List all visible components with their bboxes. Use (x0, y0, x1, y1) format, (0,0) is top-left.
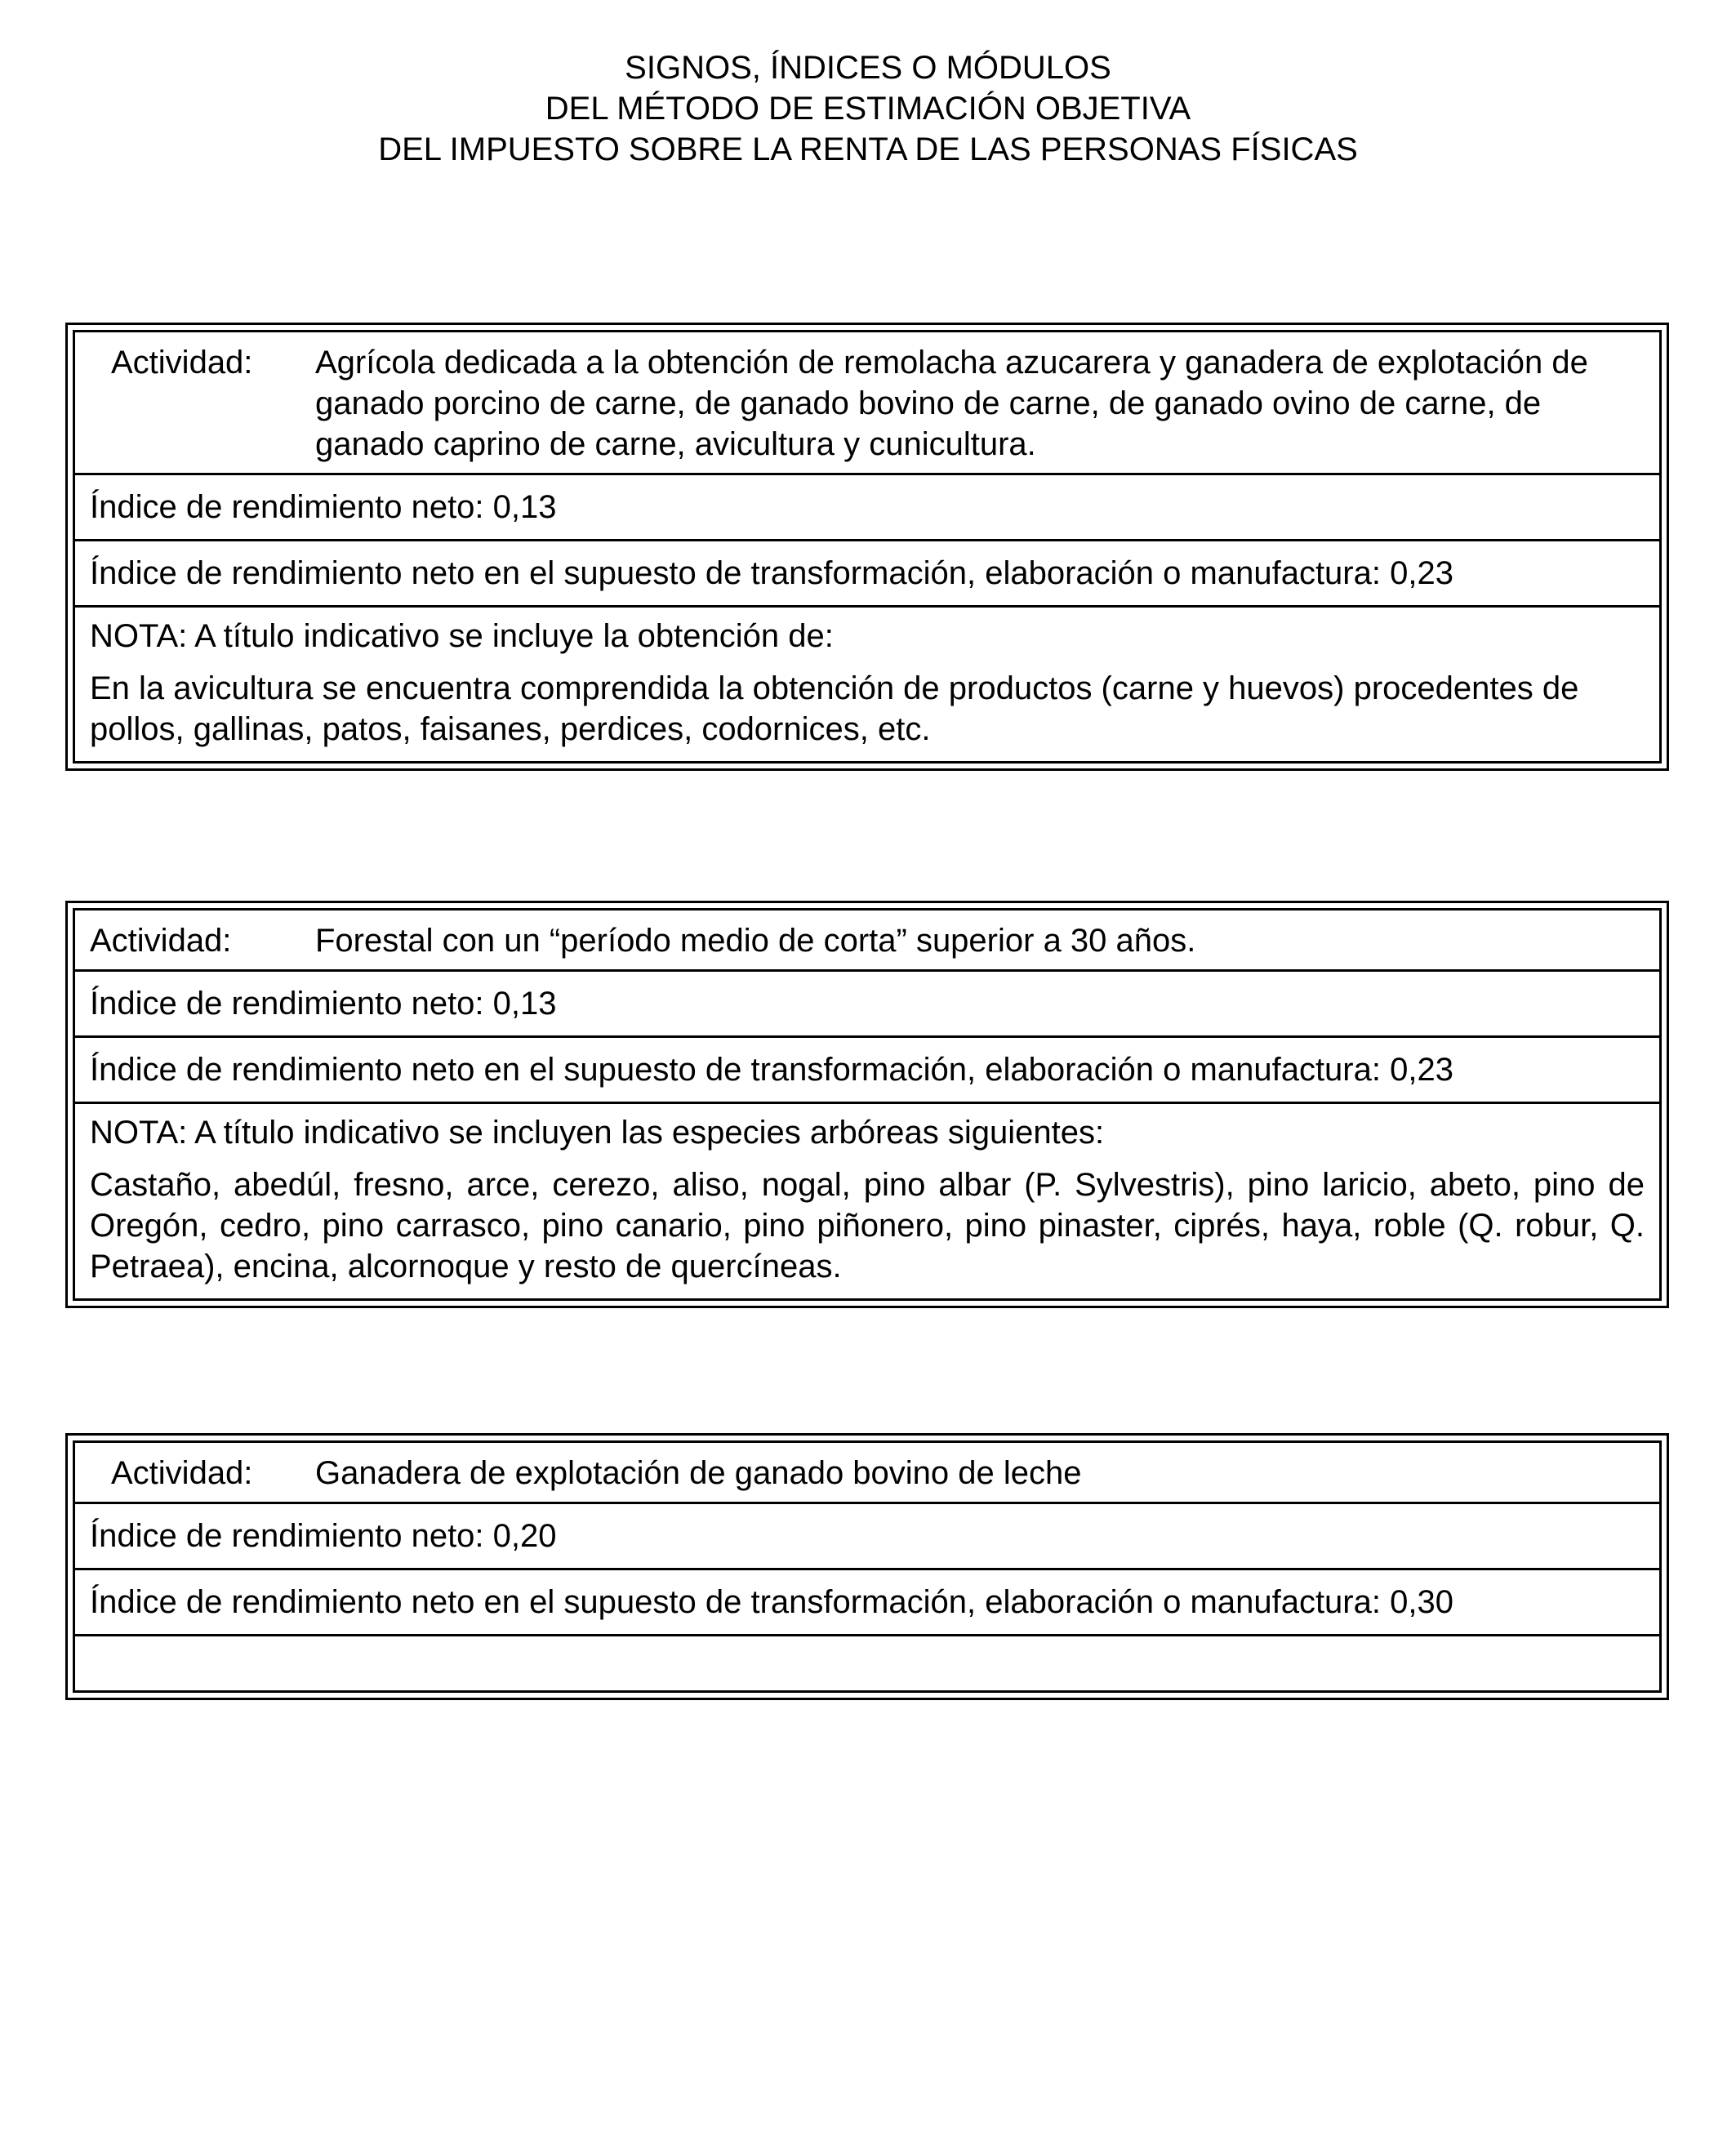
document-header (0, 47, 1736, 170)
empty-note-row (75, 1634, 1659, 1690)
note-section (75, 1102, 1659, 1298)
activity-row (75, 910, 1659, 969)
activity-row (75, 332, 1659, 473)
activity-box-remolacha (65, 323, 1669, 771)
header-line-1: SIGNOS, ÍNDICES O MÓDULOS (625, 50, 1111, 86)
transformation-yield-index: Índice de rendimiento neto en el supuesto de transformación, elaboración o manufactura: 0,23 (75, 539, 1659, 605)
activity-row (75, 1443, 1659, 1502)
header-line-3: DEL IMPUESTO SOBRE LA RENTA DE LAS PERSONAS FÍSICAS (378, 131, 1358, 167)
activity-table (73, 1440, 1662, 1693)
activity-label: Actividad: (111, 345, 253, 381)
net-yield-index: Índice de rendimiento neto: 0,20 (75, 1502, 1659, 1568)
transformation-yield-index: Índice de rendimiento neto en el supuesto de transformación, elaboración o manufactura: 0,30 (75, 1568, 1659, 1634)
activity-description: Agrícola dedicada a la obtención de remolacha azucarera y ganadera de explotación de ganado porcino de carne, de ganado bovino de carne, de ganado ovino de carne, de ganado caprino de carne, avicultura y cunicultura. (315, 345, 1588, 462)
note-section (75, 605, 1659, 761)
note-title: NOTA: A título indicativo se incluyen las especies arbóreas siguientes: (90, 1115, 1105, 1151)
activity-label: Actividad: (111, 1455, 253, 1491)
note-title: NOTA: A título indicativo se incluye la obtención de: (90, 618, 834, 654)
note-body: Castaño, abedúl, fresno, arce, cerezo, aliso, nogal, pino albar (P. Sylvestris), pino laricio, abeto, pino de Oregón, cedro, pino carrasco, pino canario, pino piñonero, pino pinaster, ciprés, haya, roble (Q. robur, Q. Petraea), encina, alcornoque y resto de quercíneas. (90, 1167, 1645, 1284)
activity-box-bovino-leche (65, 1433, 1669, 1700)
activity-description: Ganadera de explotación de ganado bovino de leche (315, 1455, 1082, 1491)
transformation-yield-index: Índice de rendimiento neto en el supuesto de transformación, elaboración o manufactura: 0,23 (75, 1035, 1659, 1102)
note-body: En la avicultura se encuentra comprendida la obtención de productos (carne y huevos) procedentes de pollos, gallinas, patos, faisanes, perdices, codornices, etc. (90, 670, 1579, 747)
activity-table (73, 908, 1662, 1301)
activity-description: Forestal con un “período medio de corta” superior a 30 años. (315, 923, 1196, 959)
activity-table (73, 330, 1662, 764)
activity-label: Actividad: (90, 923, 232, 959)
header-line-2: DEL MÉTODO DE ESTIMACIÓN OBJETIVA (545, 91, 1191, 127)
net-yield-index: Índice de rendimiento neto: 0,13 (75, 473, 1659, 539)
net-yield-index: Índice de rendimiento neto: 0,13 (75, 969, 1659, 1035)
activity-box-forestal (65, 901, 1669, 1308)
